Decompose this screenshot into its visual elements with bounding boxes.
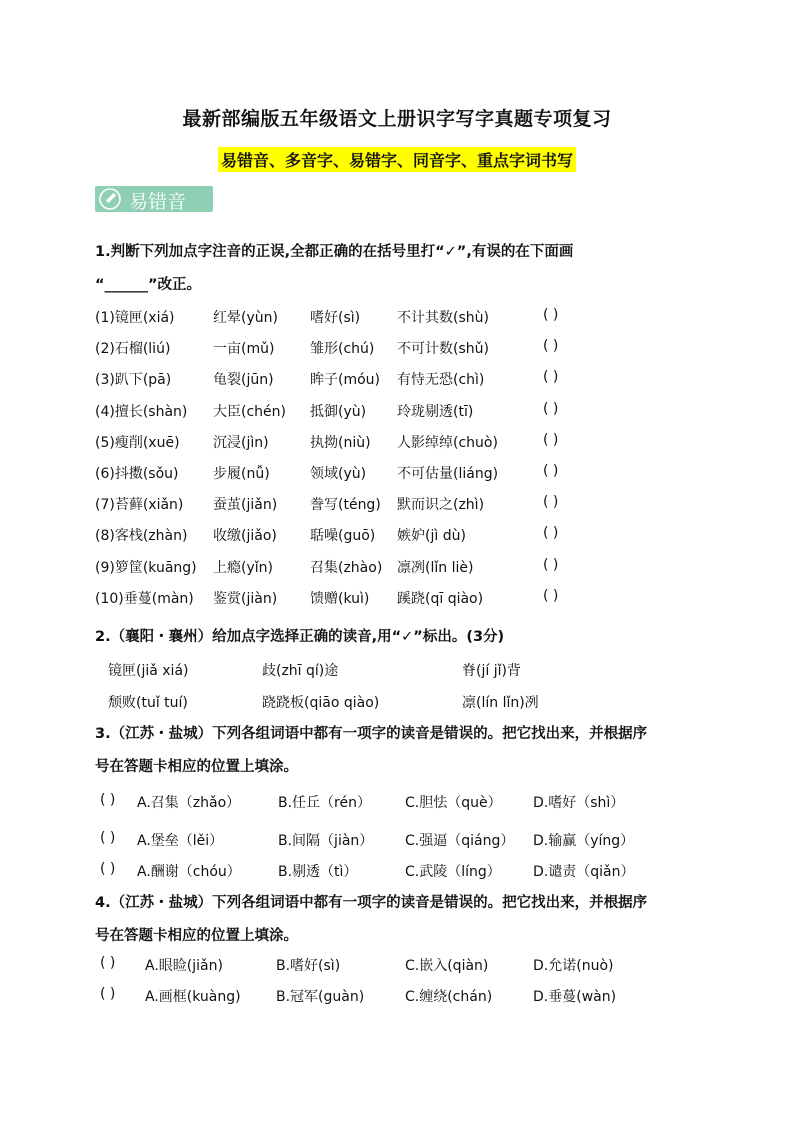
q2-row-2-c2: 跷跷板(qiāo qiào) [262, 695, 380, 711]
q3-row-2-c1: A.堡垒（lěi） [137, 833, 224, 849]
q4-row-2-c2: B.冠军(guàn) [276, 989, 365, 1005]
q3-row-3-c2: B.剔透（tì） [278, 864, 358, 880]
q4-row-2-c0[interactable]: ( ) [100, 986, 116, 1002]
q1-row-7-c4: 默而识之(zhì) [397, 497, 485, 514]
q1-row-4-c2: 大臣(chén) [213, 403, 286, 420]
q1-row-7-c2: 蚕茧(jiǎn) [213, 497, 278, 514]
q1-row-10-c3: 馈赠(kuì) [310, 590, 370, 607]
q1-row-3-c3: 眸子(móu) [310, 372, 380, 389]
q4-row-1-c0[interactable]: ( ) [100, 955, 116, 971]
q1-row-10-bracket[interactable]: ( ) [543, 587, 559, 604]
q1-row-4-c1: (4)擅长(shàn) [95, 403, 188, 420]
q3-row-3-c0[interactable]: ( ) [100, 861, 116, 877]
q1-row-4-bracket[interactable]: ( ) [543, 400, 559, 417]
q1-row-5-c3: 执拗(niù) [310, 434, 371, 451]
q1-row-2-c3: 雏形(chú) [310, 341, 375, 358]
q1-row-2-c4: 不可计数(shǔ) [397, 341, 489, 358]
q1-row-4-c4: 玲珑剔透(tī) [397, 403, 474, 420]
q1-row-1-bracket[interactable]: ( ) [543, 307, 559, 323]
q1-row-2-bracket[interactable]: ( ) [543, 338, 559, 355]
q1-row-7-bracket[interactable]: ( ) [543, 494, 559, 511]
section-banner [95, 186, 213, 212]
q1-row-3-c2: 龟裂(jūn) [213, 372, 274, 389]
q1-row-5-c2: 沉浸(jìn) [213, 434, 269, 451]
q1-row-8-c2: 收缴(jiǎo) [213, 528, 277, 545]
q1-row-8-bracket[interactable]: ( ) [543, 525, 559, 542]
q1-row-2-c1: (2)石榴(liú) [95, 341, 171, 358]
q1-row-8-c3: 聒噪(guō) [310, 528, 376, 545]
page-subtitle: 易错音、多音字、易错字、同音字、重点字词书写 [218, 147, 576, 172]
q3-line1: 3.（江苏・盐城）下列各组词语中都有一项字的读音是错误的。把它找出来，并根据序 [95, 726, 648, 742]
q2-row-2-c3: 凛(lín lǐn)冽 [462, 695, 539, 711]
q4-row-1-c3: C.嵌入(qiàn) [405, 958, 489, 974]
q1-row-6-c2: 步履(nǚ) [213, 466, 270, 482]
q4-row-1-c4: D.允诺(nuò) [533, 958, 614, 974]
q1-row-9-c2: 上瘾(yǐn) [213, 559, 273, 576]
q1-row-6-bracket[interactable]: ( ) [543, 463, 559, 479]
q4-row-2-c1: A.画框(kuàng) [145, 989, 241, 1005]
q3-line2: 号在答题卡相应的位置上填涂。 [95, 759, 298, 775]
subtitle-wrap [0, 147, 794, 172]
q3-row-2-c0[interactable]: ( ) [100, 830, 116, 846]
q1-row-1-c3: 嗜好(sì) [310, 310, 361, 326]
q1-row-6-c4: 不可估量(liáng) [397, 466, 499, 482]
q1-row-2-c2: 一亩(mǔ) [213, 341, 275, 358]
q4-line1: 4.（江苏・盐城）下列各组词语中都有一项字的读音是错误的。把它找出来，并根据序 [95, 895, 648, 911]
q3-row-1-c4: D.嗜好（shì） [533, 795, 625, 811]
q1-line1: 1.判断下列加点字注音的正误,全都正确的在括号里打“✓”,有误的在下面画 [95, 244, 574, 260]
q4-row-2-c4: D.垂蔓(wàn) [533, 989, 617, 1005]
page-title: 最新部编版五年级语文上册识字写字真题专项复习 [182, 108, 612, 130]
q1-row-4-c3: 抵御(yù) [310, 403, 367, 420]
q2-row-1-c1: 镜匣(jiǎ xiá) [108, 663, 189, 679]
q3-row-1-c3: C.胆怯（què） [405, 795, 502, 811]
q3-row-1-c1: A.召集（zhǎo） [137, 795, 241, 811]
q4-row-2-c3: C.缠绕(chán) [405, 989, 493, 1005]
q1-line2: “______”改正。 [95, 277, 202, 293]
q1-row-3-c1: (3)趴下(pā) [95, 372, 172, 389]
pencil-icon [99, 188, 123, 210]
q3-row-2-c4: D.输赢（yíng） [533, 833, 635, 849]
q3-row-3-c1: A.酬谢（chóu） [137, 864, 241, 880]
q2-row-1-c3: 脊(jí jǐ)背 [462, 663, 521, 679]
q1-row-6-c1: (6)抖擞(sǒu) [95, 466, 179, 482]
q1-row-10-c1: (10)垂蔓(màn) [95, 590, 194, 607]
q1-row-1-c2: 红晕(yùn) [213, 310, 278, 326]
q1-row-6-c3: 领域(yù) [310, 466, 367, 482]
q3-row-2-c2: B.间隔（jiàn） [278, 833, 374, 849]
q3-row-2-c3: C.强逼（qiáng） [405, 833, 515, 849]
q1-row-3-bracket[interactable]: ( ) [543, 369, 559, 386]
q1-row-3-c4: 有恃无恐(chì) [397, 372, 485, 389]
q3-row-1-c0[interactable]: ( ) [100, 792, 116, 808]
q1-row-5-c4: 人影绰绰(chuò) [397, 434, 498, 451]
q1-row-7-c3: 誊写(téng) [310, 497, 381, 514]
banner-label: 易错音 [129, 191, 187, 213]
q1-row-1-c4: 不计其数(shù) [397, 310, 489, 326]
q4-row-1-c1: A.眼睑(jiǎn) [145, 958, 223, 974]
q1-row-9-bracket[interactable]: ( ) [543, 556, 559, 573]
q2-row-1-c2: 歧(zhī qí)途 [262, 663, 339, 679]
q3-row-3-c4: D.谴责（qiǎn） [533, 864, 635, 880]
q1-row-8-c4: 嫉妒(jì dù) [397, 528, 466, 545]
q2-row-2-c1: 颓败(tuǐ tuí) [108, 695, 188, 711]
q1-row-1-c1: (1)镜匣(xiá) [95, 310, 175, 326]
q2-head: 2.（襄阳・襄州）给加点字选择正确的读音,用“✓”标出。(3分) [95, 629, 505, 645]
q1-row-9-c1: (9)箩筐(kuāng) [95, 559, 197, 576]
q4-line2: 号在答题卡相应的位置上填涂。 [95, 928, 298, 944]
q1-row-7-c1: (7)苔藓(xiǎn) [95, 497, 184, 514]
q1-row-5-c1: (5)瘦削(xuē) [95, 434, 180, 451]
q1-row-8-c1: (8)客栈(zhàn) [95, 528, 188, 545]
q3-row-3-c3: C.武陵（líng） [405, 864, 501, 880]
q3-row-1-c2: B.任丘（rén） [278, 795, 371, 811]
q1-row-10-c2: 鉴赏(jiàn) [213, 590, 278, 607]
q1-row-9-c3: 召集(zhào) [310, 559, 383, 576]
q1-row-5-bracket[interactable]: ( ) [543, 431, 559, 448]
q1-row-10-c4: 蹊跷(qī qiào) [397, 590, 484, 607]
q1-row-9-c4: 凛冽(lǐn liè) [397, 559, 474, 576]
q4-row-1-c2: B.嗜好(sì) [276, 958, 341, 974]
